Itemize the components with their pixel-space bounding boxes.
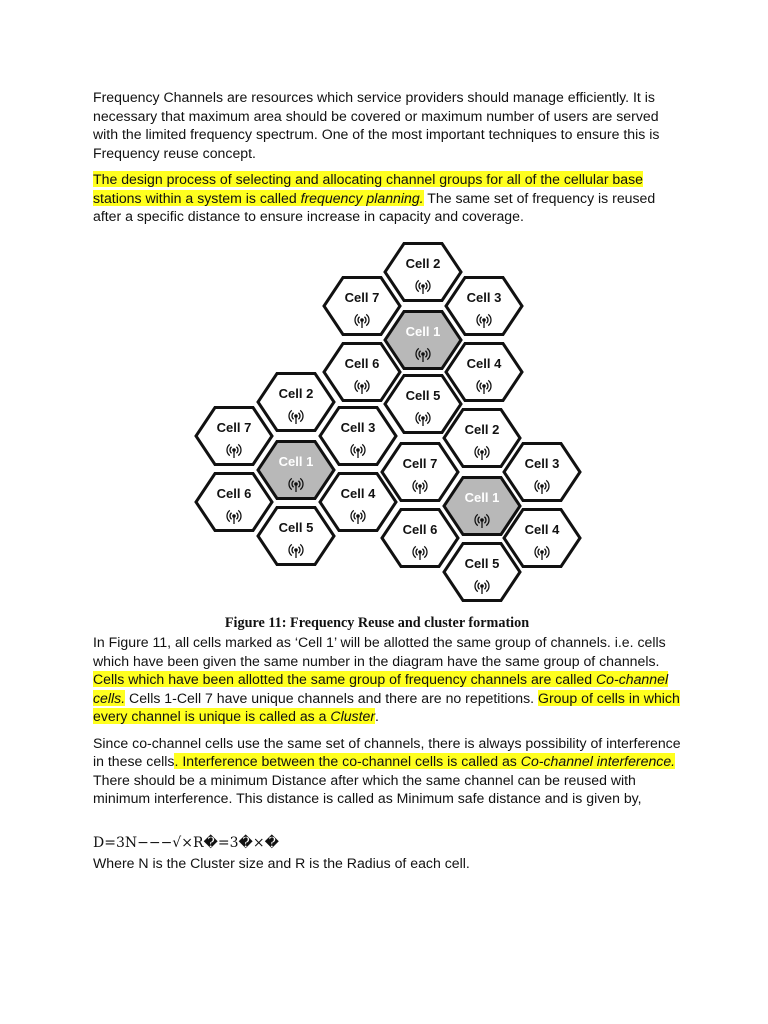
cell-label: Cell 2	[405, 256, 441, 271]
cell-label: Cell 4	[340, 486, 376, 501]
cell-label: Cell 7	[344, 290, 380, 305]
distance-formula: D=3N−−−√×R�=3�×�	[93, 835, 279, 851]
cell-label: Cell 1	[464, 490, 500, 505]
cell-label: Cell 7	[216, 420, 252, 435]
cell-label: Cell 7	[402, 456, 438, 471]
highlight-cochannel: Cells which have been allotted the same group of frequency channels are called Co-channel cells.	[93, 671, 669, 706]
cell-label: Cell 3	[340, 420, 376, 435]
cell-label: Cell 5	[405, 388, 441, 403]
figure-caption: Figure 11: Frequency Reuse and cluster formation	[224, 615, 530, 631]
interference-paragraph: Since co-channel cells use the same set of channels, there is always possibility of interference in these cells. Interference between the co-channel cells is called as Co-channel interference. There should be a minimum Distance after which the same channel can be reused with minimum interference. This distance is called as Minimum safe distance and is given by,	[93, 734, 681, 806]
cell-label: Cell 6	[216, 486, 252, 501]
highlight-interference: . Interference between the co-channel cells is called as Co-channel interference.	[174, 753, 676, 769]
cell-label: Cell 1	[278, 454, 314, 469]
cochannel-paragraph: In Figure 11, all cells marked as ‘Cell 1’ will be allotted the same group of channels. i.e. cells which have been given the same number in the diagram have the same group of channels. Cells which have been allotted the same group of frequency channels are called Co-channel cells. Cells 1-Cell 7 have unique channels and there are no repetitions. Group of cells in which every channel is unique is called as a Cluster.	[93, 634, 680, 724]
cell-label: Cell 3	[524, 456, 560, 471]
cell-label: Cell 5	[464, 556, 500, 571]
cell-label: Cell 2	[464, 422, 500, 437]
cell-label: Cell 6	[402, 522, 438, 537]
document-body	[93, 88, 683, 226]
planning-paragraph: The design process of selecting and allocating channel groups for all of the cellular base stations within a system is called frequency planning. The same set of frequency is reused after a specific distance to ensure increase in capacity and coverage.	[93, 171, 656, 224]
where-line: Where N is the Cluster size and R is the Radius of each cell.	[93, 855, 470, 871]
highlight-cluster: Group of cells in which every channel is unique is called as a Cluster	[93, 689, 680, 724]
highlight-planning: The design process of selecting and allocating channel groups for all of the cellular base stations within a system is called frequency planning.	[93, 171, 643, 206]
cell-label: Cell 5	[278, 520, 314, 535]
cell-label: Cell 3	[466, 290, 502, 305]
frequency-reuse-figure	[186, 232, 594, 608]
cell-label: Cell 2	[278, 386, 314, 401]
cochannel-section	[93, 633, 683, 816]
cell-label: Cell 6	[344, 356, 380, 371]
cell-label: Cell 4	[524, 522, 560, 537]
cell-label: Cell 4	[466, 356, 502, 371]
hex-cluster-diagram	[186, 232, 594, 608]
cell-label: Cell 1	[405, 324, 441, 339]
intro-paragraph: Frequency Channels are resources which service providers should manage efficiently. It is necessary that maximum area should be covered or maximum number of users are served with the limited frequency spectrum. One of the most important techniques to ensure this is Frequency reuse concept.	[93, 89, 660, 161]
